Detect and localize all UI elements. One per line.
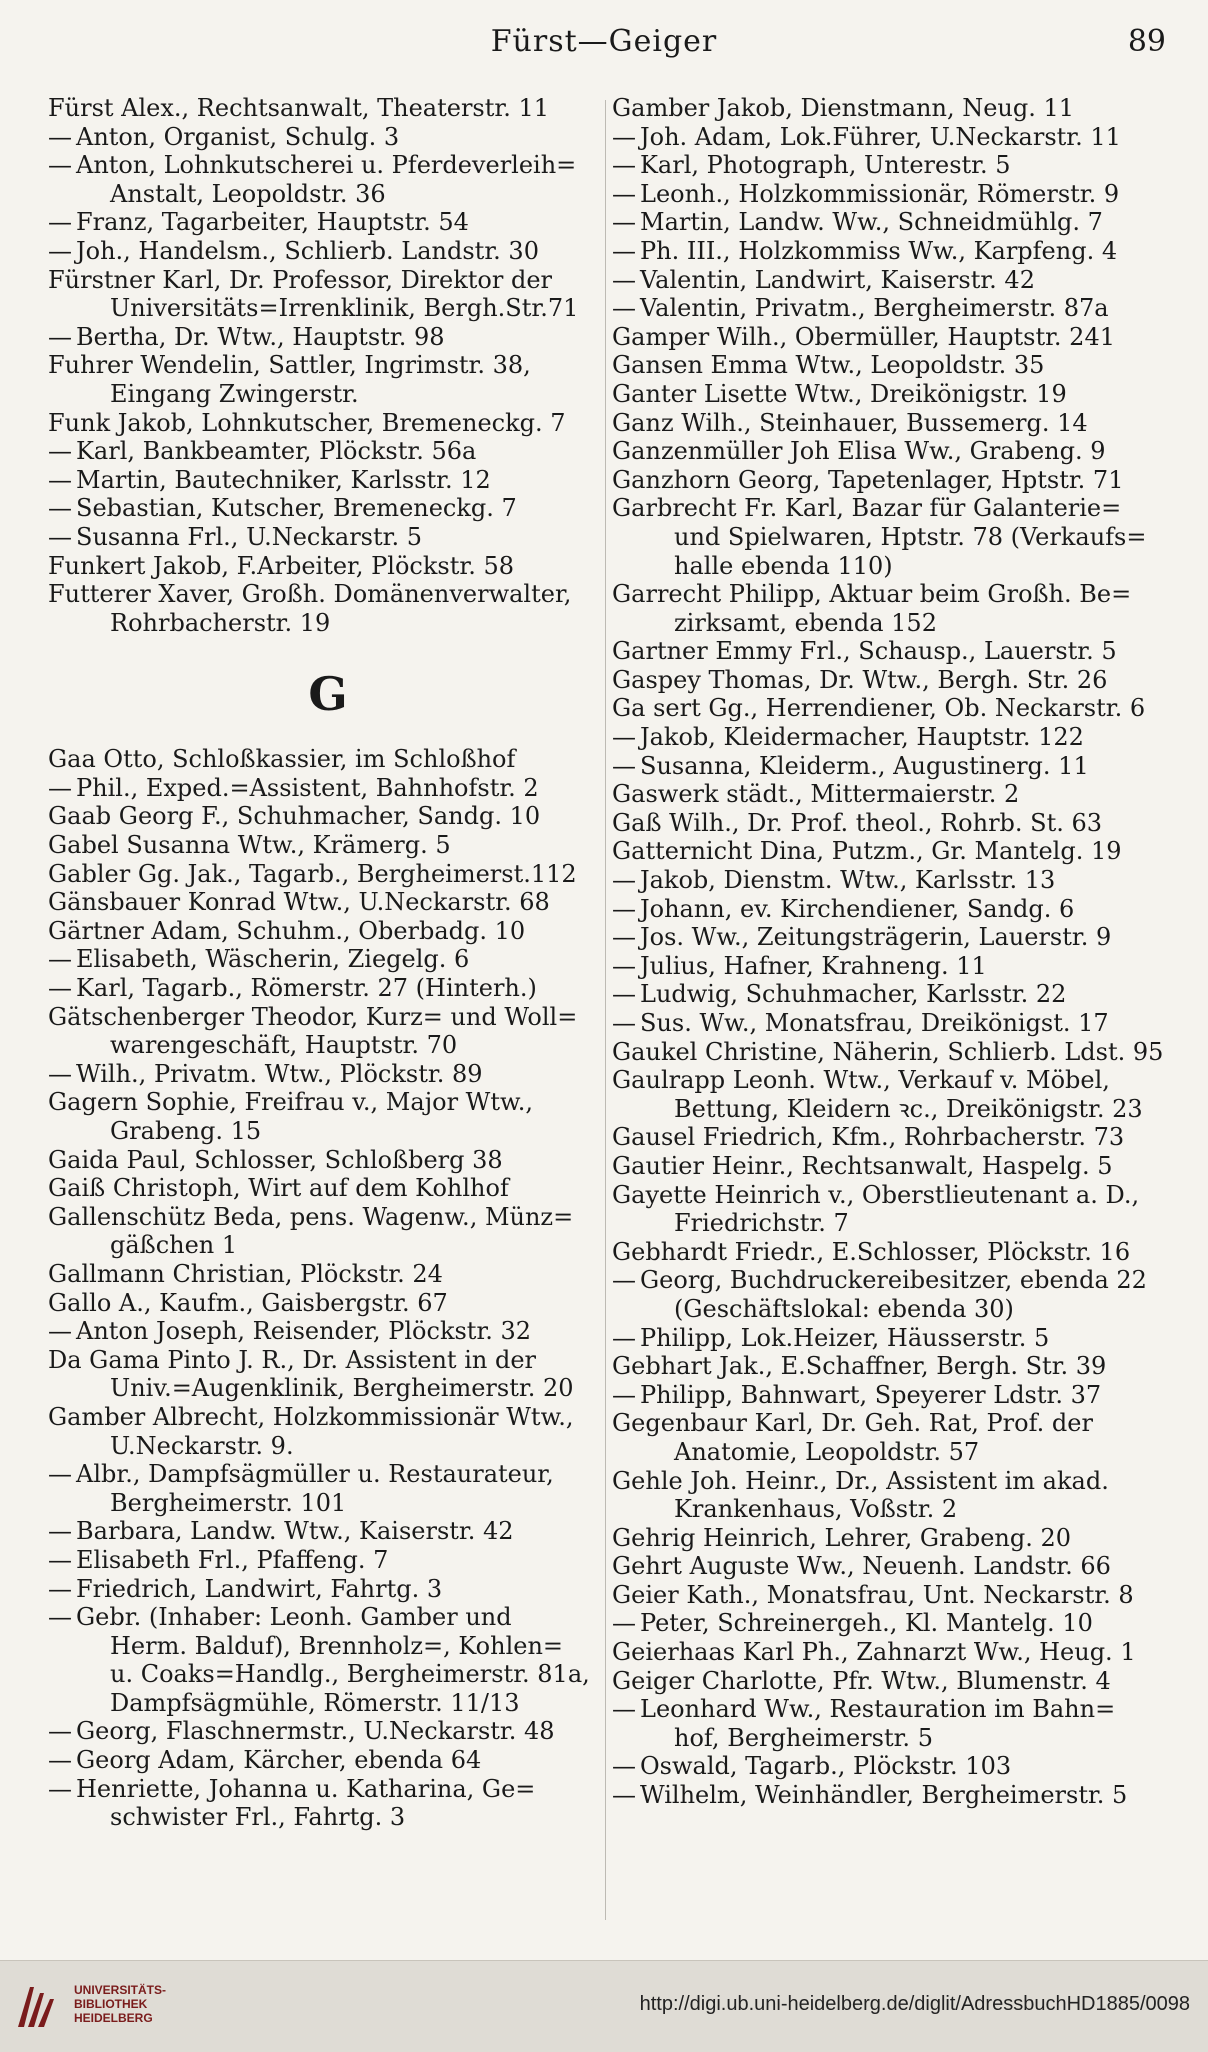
directory-entry — [612, 1181, 1172, 1210]
sub-entry — [48, 123, 608, 152]
entry-continuation — [48, 1432, 608, 1461]
ditto-dash: — — [48, 1545, 72, 1574]
entry-continuation — [48, 180, 608, 209]
ditto-dash: — — [48, 1603, 72, 1632]
entry-continuation — [48, 1803, 608, 1832]
ditto-dash: — — [48, 1574, 72, 1603]
source-url-link[interactable]: http://digi.ub.uni-heidelberg.de/diglit/AdressbuchHD1885/0098 — [639, 1993, 1190, 2015]
directory-entry — [612, 323, 1172, 352]
ditto-dash: — — [48, 494, 72, 523]
entry-text: Georg Adam, Kärcher, ebenda 64 — [76, 1746, 482, 1775]
entry-text: Universitäts=Irrenklinik, Bergh.Str.71 — [110, 294, 579, 323]
directory-entry — [612, 1638, 1172, 1667]
entry-text: Ph. III., Holzkommiss Ww., Karpfeng. 4 — [640, 236, 1118, 265]
directory-entry — [612, 1552, 1172, 1581]
entry-text: und Spielwaren, Hptstr. 78 (Verkaufs= — [674, 522, 1147, 551]
ditto-dash: — — [48, 322, 72, 351]
directory-entry — [48, 409, 608, 438]
entry-text: Georg, Buchdruckereibesitzer, ebenda 22 — [640, 1266, 1147, 1295]
entry-text: Gehle Joh. Heinr., Dr., Assistent im akad. — [612, 1466, 1109, 1495]
directory-entry — [612, 1581, 1172, 1610]
sub-entry — [48, 1460, 608, 1489]
sub-entry — [612, 1324, 1172, 1353]
entry-text: Gebhardt Friedr., E.Schlosser, Plöckstr. 16 — [612, 1237, 1131, 1266]
entry-text: Georg, Flaschnermstr., U.Neckarstr. 48 — [76, 1717, 555, 1746]
directory-entry — [48, 1003, 608, 1032]
directory-entry — [48, 1289, 608, 1318]
ditto-dash: — — [612, 1009, 636, 1037]
ditto-dash: — — [612, 1695, 636, 1724]
entry-text: Karl, Tagarb., Römerstr. 27 (Hinterh.) — [76, 974, 537, 1003]
directory-entry — [612, 466, 1172, 495]
entry-text: Friedrichstr. 7 — [674, 1209, 849, 1238]
entry-text: Gaß Wilh., Dr. Prof. theol., Rohrb. St. 63 — [612, 808, 1103, 837]
entry-text: Gamber Albrecht, Holzkommissionär Wtw., — [48, 1402, 574, 1431]
entry-text: Gaa Otto, Schloßkassier, im Schloßhof — [48, 745, 516, 774]
entry-text: Gebhart Jak., E.Schaffner, Bergh. Str. 39 — [612, 1352, 1107, 1381]
entry-text: Philipp, Bahnwart, Speyerer Ldstr. 37 — [640, 1380, 1102, 1409]
entry-text: Gabler Gg. Jak., Tagarb., Bergheimerst.112 — [48, 859, 577, 888]
entry-text: Gatternicht Dina, Putzm., Gr. Mantelg. 19 — [612, 837, 1122, 866]
directory-entry — [612, 1524, 1172, 1553]
entry-text: Valentin, Landwirt, Kaiserstr. 42 — [640, 265, 1035, 294]
sub-entry — [48, 1517, 608, 1546]
directory-entry — [48, 888, 608, 917]
ditto-dash: — — [612, 751, 636, 780]
entry-text: Susanna Frl., U.Neckarstr. 5 — [76, 522, 423, 551]
entry-text: Geiger Charlotte, Pfr. Wtw., Blumenstr. 4 — [612, 1666, 1111, 1695]
entry-text: Friedrich, Landwirt, Fahrtg. 3 — [76, 1574, 443, 1603]
library-name-line: BIBLIOTHEK — [74, 1997, 148, 2011]
directory-entry — [612, 637, 1172, 666]
entry-text: Geierhaas Karl Ph., Zahnarzt Ww., Heug. 1 — [612, 1638, 1136, 1667]
ditto-dash: — — [612, 208, 636, 237]
entry-text: Fürstner Karl, Dr. Professor, Direktor der — [48, 265, 552, 294]
ditto-dash: — — [612, 265, 636, 294]
entry-text: Anton, Lohnkutscherei u. Pferdeverleih= — [76, 151, 577, 180]
ditto-dash: — — [612, 1781, 636, 1810]
sub-entry — [612, 1609, 1172, 1638]
entry-text: zirksamt, ebenda 152 — [674, 608, 937, 637]
entry-text: Karl, Bankbeamter, Plöckstr. 56a — [76, 437, 477, 466]
sub-entry — [48, 437, 608, 466]
entry-continuation — [612, 1438, 1172, 1467]
ditto-dash: — — [48, 1517, 72, 1546]
directory-entry — [612, 837, 1172, 866]
entry-text: Gaswerk städt., Mittermaierstr. 2 — [612, 780, 1020, 809]
section-letter: G — [308, 667, 348, 722]
sub-entry — [612, 1752, 1172, 1781]
ditto-dash: — — [612, 951, 636, 980]
entry-text: Gartner Emmy Frl., Schausp., Lauerstr. 5 — [612, 637, 1117, 666]
sub-entry — [612, 1781, 1172, 1810]
ditto-dash: — — [48, 945, 72, 974]
directory-entry — [48, 1203, 608, 1232]
ditto-dash: — — [48, 522, 72, 551]
directory-entry — [612, 580, 1172, 609]
ditto-dash: — — [612, 236, 636, 265]
entry-continuation — [48, 1660, 608, 1689]
entry-text: Gagern Sophie, Freifrau v., Major Wtw., — [48, 1088, 533, 1117]
ditto-dash: — — [612, 723, 636, 752]
sub-entry — [612, 294, 1172, 323]
ditto-dash: — — [612, 294, 636, 323]
entry-text: Gaspey Thomas, Dr. Wtw., Bergh. Str. 26 — [612, 665, 1108, 694]
entry-text: Gaida Paul, Schlosser, Schloßberg 38 — [48, 1145, 503, 1174]
entry-continuation — [48, 1117, 608, 1146]
directory-entry — [612, 409, 1172, 438]
entry-text: Gaulrapp Leonh. Wtw., Verkauf v. Möbel, — [612, 1066, 1110, 1095]
directory-entry — [48, 1346, 608, 1375]
entry-text: schwister Frl., Fahrtg. 3 — [110, 1803, 406, 1832]
directory-entry — [612, 1123, 1172, 1152]
directory-entry — [612, 1409, 1172, 1438]
directory-entry — [48, 580, 608, 609]
entry-continuation — [612, 523, 1172, 552]
directory-entry — [48, 94, 608, 123]
directory-entry — [612, 1238, 1172, 1267]
entry-text: Martin, Landw. Ww., Schneidmühlg. 7 — [640, 208, 1103, 237]
sub-entry — [612, 1381, 1172, 1410]
sub-entry — [612, 723, 1172, 752]
entry-text: Ganzenmüller Joh Elisa Ww., Grabeng. 9 — [612, 437, 1106, 466]
ditto-dash: — — [612, 1752, 636, 1781]
entry-text: Gegenbaur Karl, Dr. Geh. Rat, Prof. der — [612, 1409, 1093, 1438]
ditto-dash: — — [48, 465, 72, 494]
entry-text: Eingang Zwingerstr. — [110, 379, 359, 408]
directory-entry — [612, 1667, 1172, 1696]
entry-text: Gallmann Christian, Plöckstr. 24 — [48, 1259, 443, 1288]
directory-entry — [612, 494, 1172, 523]
entry-continuation — [48, 1031, 608, 1060]
sub-entry — [612, 752, 1172, 781]
ditto-dash: — — [612, 1266, 636, 1295]
entry-text: Herm. Balduf), Brennholz=, Kohlen= — [110, 1631, 564, 1660]
entry-text: Gärtner Adam, Schuhm., Oberbadg. 10 — [48, 916, 526, 945]
ditto-dash: — — [612, 1609, 636, 1638]
entry-text: Philipp, Lok.Heizer, Häusserstr. 5 — [640, 1323, 1050, 1352]
sub-entry — [612, 151, 1172, 180]
entry-text: Valentin, Privatm., Bergheimerstr. 87a — [640, 294, 1109, 323]
running-title: Fürst—Geiger — [490, 24, 718, 59]
library-name-line: HEIDELBERG — [74, 2011, 153, 2025]
entry-text: Ganz Wilh., Steinhauer, Bussemerg. 14 — [612, 408, 1088, 437]
directory-entry — [612, 1467, 1172, 1496]
entry-continuation — [612, 1495, 1172, 1524]
entry-text: Johann, ev. Kirchendiener, Sandg. 6 — [640, 894, 1075, 923]
sub-entry — [612, 266, 1172, 295]
entry-text: Anstalt, Leopoldstr. 36 — [110, 179, 386, 208]
entry-text: Bergheimerstr. 101 — [110, 1488, 347, 1517]
entry-text: Barbara, Landw. Wtw., Kaiserstr. 42 — [76, 1517, 514, 1546]
directory-entry — [48, 1146, 608, 1175]
entry-continuation — [48, 1689, 608, 1718]
entry-text: Phil., Exped.=Assistent, Bahnhofstr. 2 — [76, 773, 539, 802]
entry-text: Peter, Schreinergeh., Kl. Mantelg. 10 — [640, 1609, 1093, 1638]
entry-text: Elisabeth Frl., Pfaffeng. 7 — [76, 1545, 389, 1574]
directory-entry — [612, 1352, 1172, 1381]
entry-text: Fürst Alex., Rechtsanwalt, Theaterstr. 11 — [48, 94, 550, 122]
sub-entry — [48, 974, 608, 1003]
sub-entry — [48, 945, 608, 974]
sub-entry — [612, 1695, 1172, 1724]
left-column-bottom-entries — [48, 745, 608, 1832]
sub-entry — [612, 237, 1172, 266]
ditto-dash: — — [48, 1774, 72, 1803]
entry-text: Jakob, Kleidermacher, Hauptstr. 122 — [640, 723, 1084, 752]
entry-text: Gamper Wilh., Obermüller, Hauptstr. 241 — [612, 322, 1115, 351]
entry-text: Gabel Susanna Wtw., Krämerg. 5 — [48, 831, 451, 860]
directory-entry — [612, 666, 1172, 695]
entry-text: Bettung, Kleidern ꝛc., Dreikönigstr. 23 — [674, 1094, 1143, 1123]
sub-entry — [48, 151, 608, 180]
ditto-dash: — — [48, 236, 72, 265]
entry-text: Gamber Jakob, Dienstmann, Neug. 11 — [612, 94, 1075, 122]
entry-text: Sebastian, Kutscher, Bremeneckg. 7 — [76, 494, 517, 523]
ditto-dash: — — [612, 923, 636, 952]
entry-continuation — [48, 1489, 608, 1518]
entry-text: Oswald, Tagarb., Plöckstr. 103 — [640, 1752, 1012, 1781]
directory-entry — [612, 94, 1172, 123]
sub-entry — [48, 1060, 608, 1089]
entry-text: Wilh., Privatm. Wtw., Plöckstr. 89 — [76, 1059, 483, 1088]
university-logo-icon — [12, 1979, 66, 2033]
entry-continuation — [612, 1295, 1172, 1324]
page-header — [0, 14, 1208, 74]
entry-text: Funkert Jakob, F.Arbeiter, Plöckstr. 58 — [48, 551, 514, 580]
entry-text: Gaab Georg F., Schuhmacher, Sandg. 10 — [48, 802, 541, 831]
entry-continuation — [612, 1209, 1172, 1238]
ditto-dash: — — [48, 1717, 72, 1746]
entry-text: Gayette Heinrich v., Oberstlieutenant a. D., — [612, 1180, 1140, 1209]
entry-text: Julius, Hafner, Krahneng. 11 — [640, 951, 987, 980]
directory-entry — [48, 266, 608, 295]
entry-text: Wilhelm, Weinhändler, Bergheimerstr. 5 — [640, 1781, 1128, 1810]
entry-text: Gallo A., Kaufm., Gaisbergstr. 67 — [48, 1288, 448, 1317]
entry-text: Gänsbauer Konrad Wtw., U.Neckarstr. 68 — [48, 888, 550, 917]
ditto-dash: — — [612, 179, 636, 208]
entry-continuation — [612, 609, 1172, 638]
page-number: 89 — [1127, 24, 1166, 59]
ditto-dash: — — [612, 1380, 636, 1409]
directory-entry — [48, 917, 608, 946]
entry-text: Garbrecht Fr. Karl, Bazar für Galanterie= — [612, 494, 1122, 523]
entry-continuation — [48, 1231, 608, 1260]
entry-text: Ganzhorn Georg, Tapetenlager, Hptstr. 71 — [612, 465, 1124, 494]
entry-text: Martin, Bautechniker, Karlsstr. 12 — [76, 465, 491, 494]
entry-text: Franz, Tagarbeiter, Hauptstr. 54 — [76, 208, 469, 237]
library-name — [74, 1983, 166, 2025]
right-column — [612, 94, 1172, 1810]
directory-entry — [612, 1066, 1172, 1095]
entry-text: Gaukel Christine, Näherin, Schlierb. Ldst. 95 — [612, 1037, 1164, 1066]
directory-entry — [612, 780, 1172, 809]
directory-entry — [48, 745, 608, 774]
entry-text: U.Neckarstr. 9. — [110, 1431, 294, 1460]
entry-text: Garrecht Philipp, Aktuar beim Großh. Be= — [612, 580, 1132, 609]
entry-continuation — [48, 1632, 608, 1661]
entry-continuation — [48, 1374, 608, 1403]
sub-entry — [48, 1603, 608, 1632]
entry-text: Joh. Adam, Lok.Führer, U.Neckarstr. 11 — [640, 122, 1121, 151]
entry-text: Karl, Photograph, Unterestr. 5 — [640, 151, 1011, 180]
entry-text: Gaiß Christoph, Wirt auf dem Kohlhof — [48, 1174, 509, 1203]
ditto-dash: — — [48, 1460, 72, 1489]
entry-continuation — [48, 380, 608, 409]
sub-entry — [612, 866, 1172, 895]
entry-text: Ganter Lisette Wtw., Dreikönigstr. 19 — [612, 379, 1067, 408]
entry-text: Univ.=Augenklinik, Bergheimerstr. 20 — [110, 1374, 574, 1403]
sub-entry — [612, 895, 1172, 924]
entry-text: Albr., Dampfsägmüller u. Restaurateur, — [76, 1460, 554, 1489]
entry-text: Bertha, Dr. Wtw., Hauptstr. 98 — [76, 322, 445, 351]
entry-text: Funk Jakob, Lohnkutscher, Bremeneckg. 7 — [48, 408, 566, 437]
sub-entry — [48, 494, 608, 523]
ditto-dash: — — [612, 980, 636, 1009]
ditto-dash: — — [612, 151, 636, 180]
column-divider — [605, 100, 606, 1920]
entry-text: Gehrig Heinrich, Lehrer, Grabeng. 20 — [612, 1523, 1072, 1552]
entry-text: Gallenschütz Beda, pens. Wagenw., Münz= — [48, 1202, 574, 1231]
sub-entry — [48, 523, 608, 552]
sub-entry — [48, 208, 608, 237]
entry-text: gäßchen 1 — [110, 1231, 238, 1260]
directory-entry — [612, 1038, 1172, 1067]
directory-entry — [612, 380, 1172, 409]
footer-bar — [0, 1960, 1208, 2052]
sub-entry — [612, 123, 1172, 152]
directory-entry — [612, 694, 1172, 723]
ditto-dash: — — [48, 122, 72, 151]
entry-text: Geier Kath., Monatsfrau, Unt. Neckarstr. 8 — [612, 1580, 1134, 1609]
ditto-dash: — — [48, 151, 72, 180]
entry-text: Henriette, Johanna u. Katharina, Ge= — [76, 1774, 536, 1803]
entry-text: Sus. Ww., Monatsfrau, Dreikönigst. 17 — [640, 1009, 1109, 1037]
entry-text: Grabeng. 15 — [110, 1117, 262, 1145]
entry-continuation — [612, 1095, 1172, 1124]
directory-entry — [48, 831, 608, 860]
sub-entry — [48, 323, 608, 352]
entry-text: Gansen Emma Wtw., Leopoldstr. 35 — [612, 351, 1045, 380]
sub-entry — [48, 1546, 608, 1575]
entry-text: Gautier Heinr., Rechtsanwalt, Haspelg. 5 — [612, 1151, 1113, 1180]
sub-entry — [612, 1009, 1172, 1038]
entry-text: Fuhrer Wendelin, Sattler, Ingrimstr. 38, — [48, 351, 531, 380]
entry-text: Susanna, Kleiderm., Augustinerg. 11 — [640, 751, 1089, 780]
sub-entry — [48, 1575, 608, 1604]
entry-text: Leonh., Holzkommissionär, Römerstr. 9 — [640, 179, 1120, 208]
sub-entry — [48, 774, 608, 803]
directory-entry — [48, 802, 608, 831]
ditto-dash: — — [612, 1323, 636, 1352]
ditto-dash: — — [48, 974, 72, 1003]
directory-entry — [48, 1088, 608, 1117]
entry-text: Jakob, Dienstm. Wtw., Karlsstr. 13 — [640, 866, 1056, 895]
left-column — [48, 94, 608, 1832]
ditto-dash: — — [48, 437, 72, 466]
ditto-dash: — — [48, 208, 72, 237]
entry-text: Krankenhaus, Voßstr. 2 — [674, 1495, 958, 1524]
entry-text: Leonhard Ww., Restauration im Bahn= — [640, 1695, 1116, 1724]
ditto-dash: — — [612, 894, 636, 923]
directory-entry — [612, 1152, 1172, 1181]
directory-entry — [612, 437, 1172, 466]
directory-entry — [48, 351, 608, 380]
right-column-entries — [612, 94, 1172, 1810]
sub-entry — [612, 980, 1172, 1009]
entry-continuation — [48, 609, 608, 638]
entry-text: Ga sert Gg., Herrendiener, Ob. Neckarstr. 6 — [612, 694, 1146, 723]
entry-text: Ludwig, Schuhmacher, Karlsstr. 22 — [640, 980, 1067, 1009]
entry-text: Gehrt Auguste Ww., Neuenh. Landstr. 66 — [612, 1552, 1111, 1581]
entry-text: Elisabeth, Wäscherin, Ziegelg. 6 — [76, 945, 470, 974]
entry-text: Gätschenberger Theodor, Kurz= und Woll= — [48, 1002, 578, 1031]
entry-text: Dampfsägmühle, Römerstr. 11/13 — [110, 1688, 520, 1717]
sub-entry — [48, 1775, 608, 1804]
sub-entry — [48, 1717, 608, 1746]
entry-text: (Geschäftslokal: ebenda 30) — [674, 1294, 1014, 1323]
ditto-dash: — — [612, 866, 636, 895]
entry-continuation — [612, 1724, 1172, 1753]
sub-entry — [612, 1266, 1172, 1295]
sub-entry — [48, 466, 608, 495]
entry-text: Joh., Handelsm., Schlierb. Landstr. 30 — [76, 236, 539, 265]
library-name-line: UNIVERSITÄTS- — [74, 1983, 167, 1997]
entry-text: Anatomie, Leopoldstr. 57 — [674, 1437, 980, 1466]
entry-continuation — [612, 552, 1172, 581]
sub-entry — [48, 1317, 608, 1346]
entry-text: u. Coaks=Handlg., Bergheimerstr. 81a, — [110, 1660, 590, 1689]
ditto-dash: — — [48, 773, 72, 802]
directory-entry — [612, 351, 1172, 380]
sub-entry — [48, 237, 608, 266]
entry-text: Gebr. (Inhaber: Leonh. Gamber und — [76, 1603, 512, 1632]
entry-text: Gausel Friedrich, Kfm., Rohrbacherstr. 73 — [612, 1123, 1125, 1152]
entry-text: halle ebenda 110) — [674, 551, 893, 580]
directory-entry — [48, 1260, 608, 1289]
entry-text: warengeschäft, Hauptstr. 70 — [110, 1031, 458, 1060]
sub-entry — [612, 952, 1172, 981]
entry-text: hof, Bergheimerstr. 5 — [674, 1723, 933, 1752]
sub-entry — [48, 1746, 608, 1775]
sub-entry — [612, 208, 1172, 237]
sub-entry — [612, 923, 1172, 952]
entry-text: Jos. Ww., Zeitungsträgerin, Lauerstr. 9 — [640, 923, 1112, 952]
entry-text: Rohrbacherstr. 19 — [110, 608, 331, 637]
entry-text: Anton, Organist, Schulg. 3 — [76, 122, 400, 151]
ditto-dash: — — [48, 1317, 72, 1346]
directory-entry — [48, 1174, 608, 1203]
entry-text: Anton Joseph, Reisender, Plöckstr. 32 — [76, 1317, 532, 1346]
directory-entry — [48, 552, 608, 581]
directory-entry — [612, 809, 1172, 838]
sub-entry — [612, 180, 1172, 209]
entry-text: Da Gama Pinto J. R., Dr. Assistent in der — [48, 1345, 537, 1374]
ditto-dash: — — [48, 1746, 72, 1775]
directory-entry — [48, 1403, 608, 1432]
ditto-dash: — — [612, 122, 636, 151]
entry-continuation — [48, 294, 608, 323]
ditto-dash: — — [48, 1059, 72, 1088]
left-column-top-entries — [48, 94, 608, 637]
entry-text: Futterer Xaver, Großh. Domänenverwalter, — [48, 580, 572, 609]
directory-entry — [48, 860, 608, 889]
